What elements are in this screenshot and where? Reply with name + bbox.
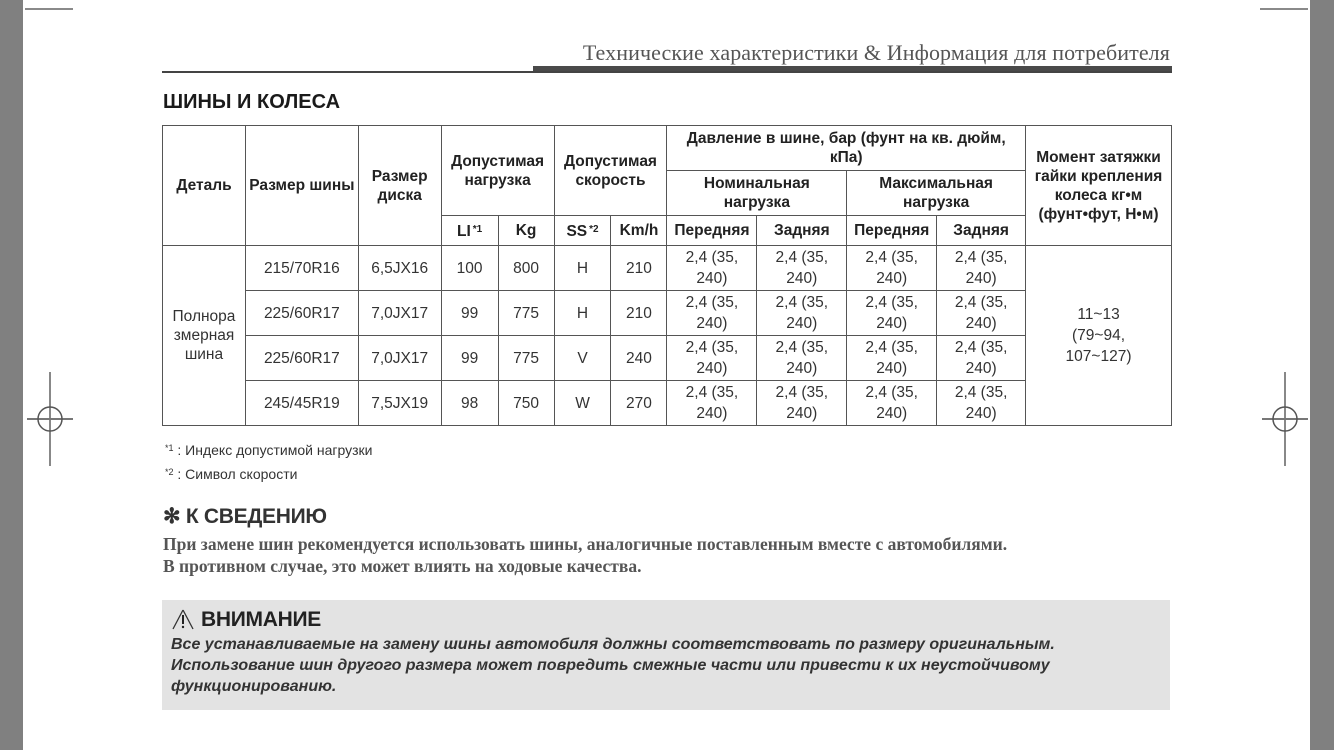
notice-block bbox=[163, 504, 1173, 577]
header-pressure: Давление в шине, бар (фунт на кв. дюйм, кПа) bbox=[667, 126, 1026, 171]
crop-mark-top-right bbox=[1260, 8, 1308, 10]
nominal-rear-cell: 2,4 (35, 240) bbox=[757, 381, 847, 426]
notice-line: В противном случае, это может влиять на ходовые качества. bbox=[163, 556, 642, 576]
header-speed: Допустимая скорость bbox=[554, 126, 667, 216]
notice-line: При замене шин рекомендуется использовать шины, аналогичные поставленным вместе с автомобилями. bbox=[163, 534, 1008, 554]
part-cell: Полнора змерная шина bbox=[163, 246, 246, 426]
kg-cell: 750 bbox=[498, 381, 554, 426]
crop-mark-top-left bbox=[25, 8, 73, 10]
header-nominal-front: Передняя bbox=[667, 216, 757, 246]
header-kmh: Km/h bbox=[611, 216, 667, 246]
header-load: Допустимая нагрузка bbox=[441, 126, 554, 216]
nominal-rear-cell: 2,4 (35, 240) bbox=[757, 336, 847, 381]
max-rear-cell: 2,4 (35, 240) bbox=[937, 246, 1026, 291]
notice-body bbox=[163, 533, 1173, 577]
tire-size-cell: 225/60R17 bbox=[245, 336, 358, 381]
table-row bbox=[163, 291, 1172, 336]
li-cell: 99 bbox=[441, 291, 498, 336]
warning-heading: ВНИМАНИЕ bbox=[171, 608, 1161, 632]
kmh-cell: 270 bbox=[611, 381, 667, 426]
notice-heading: ✻ К СВЕДЕНИЮ bbox=[163, 505, 327, 528]
running-header-title: Технические характеристики & Информация для потребителя bbox=[582, 40, 1170, 65]
table-row bbox=[163, 336, 1172, 381]
header-max-front: Передняя bbox=[847, 216, 937, 246]
header-max-load: Максимальная нагрузка bbox=[847, 171, 1026, 216]
header-rim-size: Размер диска bbox=[358, 126, 441, 246]
registration-mark-left bbox=[25, 372, 73, 468]
rim-size-cell: 7,0JX17 bbox=[358, 336, 441, 381]
kg-cell: 775 bbox=[498, 291, 554, 336]
header-kg: Kg bbox=[498, 216, 554, 246]
ss-cell: H bbox=[554, 291, 611, 336]
warning-line: Использование шин другого размера может повредить смежные части или привести к их неустойчивому функционированию. bbox=[171, 657, 1050, 695]
rim-size-cell: 7,5JX19 bbox=[358, 381, 441, 426]
header-nominal-load: Номинальная нагрузка bbox=[667, 171, 847, 216]
tire-size-cell: 245/45R19 bbox=[245, 381, 358, 426]
ss-cell: W bbox=[554, 381, 611, 426]
nominal-front-cell: 2,4 (35, 240) bbox=[667, 291, 757, 336]
ss-cell: V bbox=[554, 336, 611, 381]
document-page bbox=[23, 0, 1310, 750]
max-front-cell: 2,4 (35, 240) bbox=[847, 381, 937, 426]
li-cell: 99 bbox=[441, 336, 498, 381]
header-tire-size: Размер шины bbox=[245, 126, 358, 246]
nominal-rear-cell: 2,4 (35, 240) bbox=[757, 291, 847, 336]
kmh-cell: 240 bbox=[611, 336, 667, 381]
footnote-ref-1: *1 bbox=[472, 224, 483, 235]
max-rear-cell: 2,4 (35, 240) bbox=[937, 291, 1026, 336]
kmh-cell: 210 bbox=[611, 246, 667, 291]
ss-cell: H bbox=[554, 246, 611, 291]
header-part: Деталь bbox=[163, 126, 246, 246]
li-cell: 98 bbox=[441, 381, 498, 426]
table-row bbox=[163, 381, 1172, 426]
footnotes bbox=[163, 437, 372, 485]
warning-triangle-icon bbox=[171, 609, 195, 631]
tire-spec-table bbox=[162, 125, 1172, 426]
tire-size-cell: 225/60R17 bbox=[245, 291, 358, 336]
kg-cell: 775 bbox=[498, 336, 554, 381]
footnote-ref-2: *2 bbox=[589, 224, 599, 235]
li-cell: 100 bbox=[441, 246, 498, 291]
header-max-rear: Задняя bbox=[937, 216, 1026, 246]
max-rear-cell: 2,4 (35, 240) bbox=[937, 381, 1026, 426]
kmh-cell: 210 bbox=[611, 291, 667, 336]
rim-size-cell: 6,5JX16 bbox=[358, 246, 441, 291]
registration-mark-right bbox=[1260, 372, 1308, 468]
nominal-front-cell: 2,4 (35, 240) bbox=[667, 336, 757, 381]
header-nominal-rear: Задняя bbox=[757, 216, 847, 246]
section-title: ШИНЫ И КОЛЕСА bbox=[163, 91, 341, 113]
warning-line: Все устанавливаемые на замену шины автомобиля должны соответствовать по размеру оригинальным. bbox=[171, 636, 1055, 653]
kg-cell: 800 bbox=[498, 246, 554, 291]
header-li: LI $^{*1}$ bbox=[441, 216, 498, 246]
tire-size-cell: 215/70R16 bbox=[245, 246, 358, 291]
footnote-2: $^{*2}$ : Символ скорости bbox=[165, 466, 298, 482]
warning-block bbox=[162, 600, 1170, 710]
max-front-cell: 2,4 (35, 240) bbox=[847, 291, 937, 336]
max-front-cell: 2,4 (35, 240) bbox=[847, 336, 937, 381]
max-rear-cell: 2,4 (35, 240) bbox=[937, 336, 1026, 381]
header-thin-rule bbox=[162, 71, 1172, 73]
footnote-1: $^{*1}$ : Индекс допустимой нагрузки bbox=[165, 442, 373, 458]
warning-body bbox=[171, 634, 1161, 697]
rim-size-cell: 7,0JX17 bbox=[358, 291, 441, 336]
torque-cell: 11~13 (79~94, 107~127) bbox=[1026, 246, 1172, 426]
nominal-rear-cell: 2,4 (35, 240) bbox=[757, 246, 847, 291]
max-front-cell: 2,4 (35, 240) bbox=[847, 246, 937, 291]
running-header bbox=[162, 36, 1172, 76]
asterisk-icon: ✻ bbox=[163, 505, 181, 528]
header-ss: SS $^{*2}$ bbox=[554, 216, 611, 246]
table-row bbox=[163, 246, 1172, 291]
header-torque: Момент затяжки гайки крепления колеса кг•м (фунт•фут, Н•м) bbox=[1026, 126, 1172, 246]
nominal-front-cell: 2,4 (35, 240) bbox=[667, 381, 757, 426]
nominal-front-cell: 2,4 (35, 240) bbox=[667, 246, 757, 291]
